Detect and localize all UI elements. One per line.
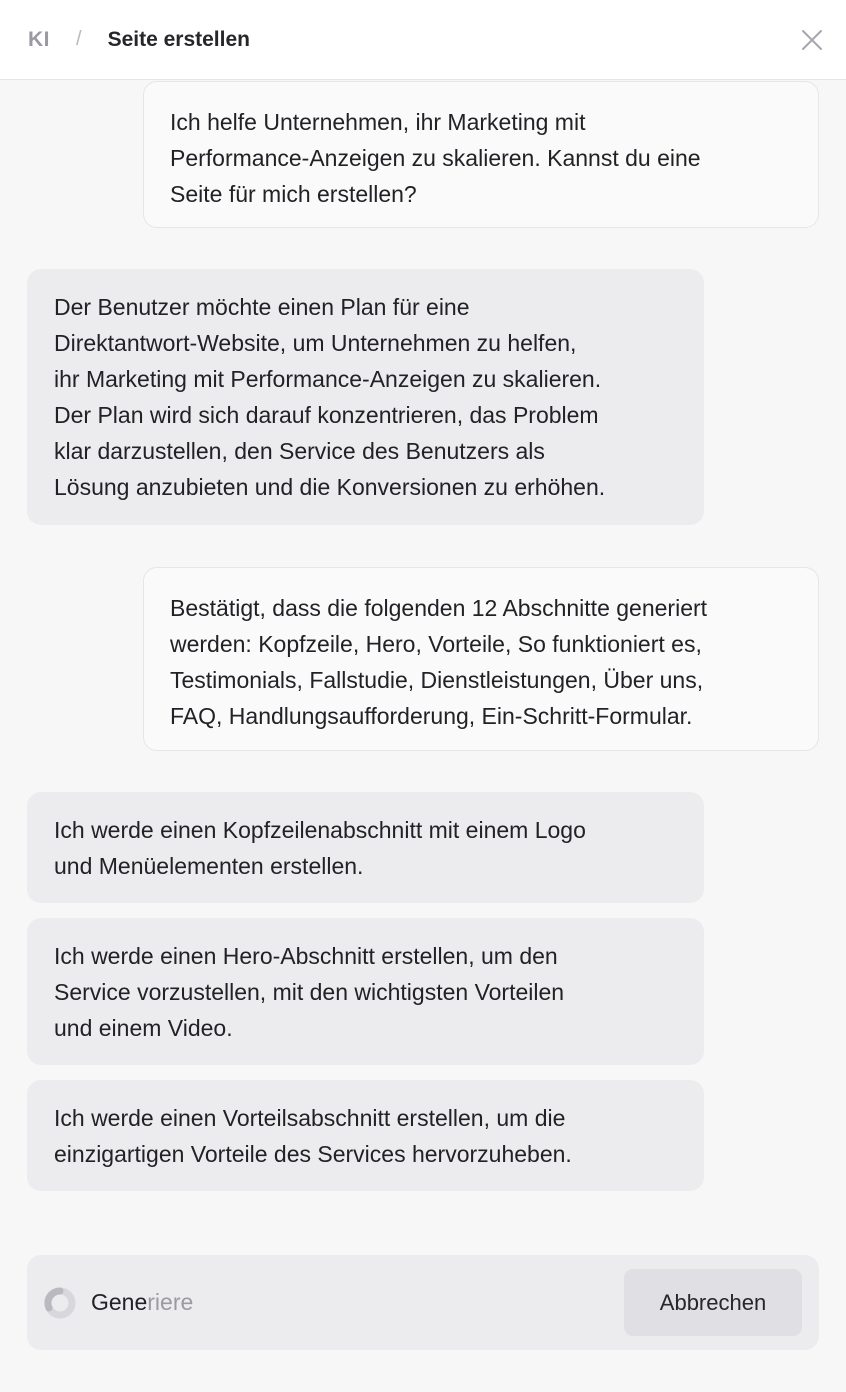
message-line: FAQ, Handlungsaufforderung, Ein-Schritt-Formular.: [170, 703, 693, 729]
message-line: Bestätigt, dass die folgenden 12 Abschnitte generiert: [170, 595, 708, 621]
message-line: ihr Marketing mit Performance-Anzeigen zu skalieren.: [54, 366, 602, 392]
message-line: und einem Video.: [54, 1015, 233, 1041]
generation-status-bar: [27, 1255, 819, 1350]
spinner-icon: [43, 1286, 77, 1320]
message-line: Service vorzustellen, mit den wichtigsten Vorteilen: [54, 979, 565, 1005]
message-line: und Menüelementen erstellen.: [54, 853, 364, 879]
message-line: Testimonials, Fallstudie, Dienstleistungen, Über uns,: [170, 667, 704, 693]
page-title: Seite erstellen: [107, 27, 250, 51]
status-text-highlight: Gene: [91, 1289, 148, 1315]
generating-status-text: [91, 1289, 193, 1316]
cancel-button[interactable]: Abbrechen: [624, 1269, 802, 1336]
message-line: werden: Kopfzeile, Hero, Vorteile, So funktioniert es,: [170, 631, 702, 657]
assistant-message: [27, 792, 704, 903]
message-line: Ich werde einen Kopfzeilenabschnitt mit einem Logo: [54, 817, 586, 843]
message-line: Direktantwort-Website, um Unternehmen zu helfen,: [54, 330, 577, 356]
message-line: Der Plan wird sich darauf konzentrieren, das Problem: [54, 402, 599, 428]
message-line: Performance-Anzeigen zu skalieren. Kannst du eine: [170, 145, 701, 171]
message-line: Ich helfe Unternehmen, ihr Marketing mit: [170, 109, 586, 135]
breadcrumb-root[interactable]: KI: [28, 27, 50, 51]
message-line: Seite für mich erstellen?: [170, 181, 417, 207]
message-line: Der Benutzer möchte einen Plan für eine: [54, 294, 470, 320]
close-button[interactable]: [800, 28, 824, 52]
message-line: Ich werde einen Vorteilsabschnitt erstellen, um die: [54, 1105, 566, 1131]
user-message: [143, 81, 819, 228]
assistant-message: [27, 269, 704, 525]
message-line: Ich werde einen Hero-Abschnitt erstellen, um den: [54, 943, 558, 969]
assistant-message: [27, 1080, 704, 1191]
message-line: Lösung anzubieten und die Konversionen zu erhöhen.: [54, 474, 606, 500]
header: [0, 0, 846, 80]
close-icon: [800, 28, 824, 52]
user-message: [143, 567, 819, 751]
message-line: einzigartigen Vorteile des Services hervorzuheben.: [54, 1141, 572, 1167]
breadcrumb-separator: /: [76, 28, 82, 50]
assistant-message: [27, 918, 704, 1065]
message-line: klar darzustellen, den Service des Benutzers als: [54, 438, 545, 464]
status-text-rest: riere: [147, 1289, 194, 1315]
